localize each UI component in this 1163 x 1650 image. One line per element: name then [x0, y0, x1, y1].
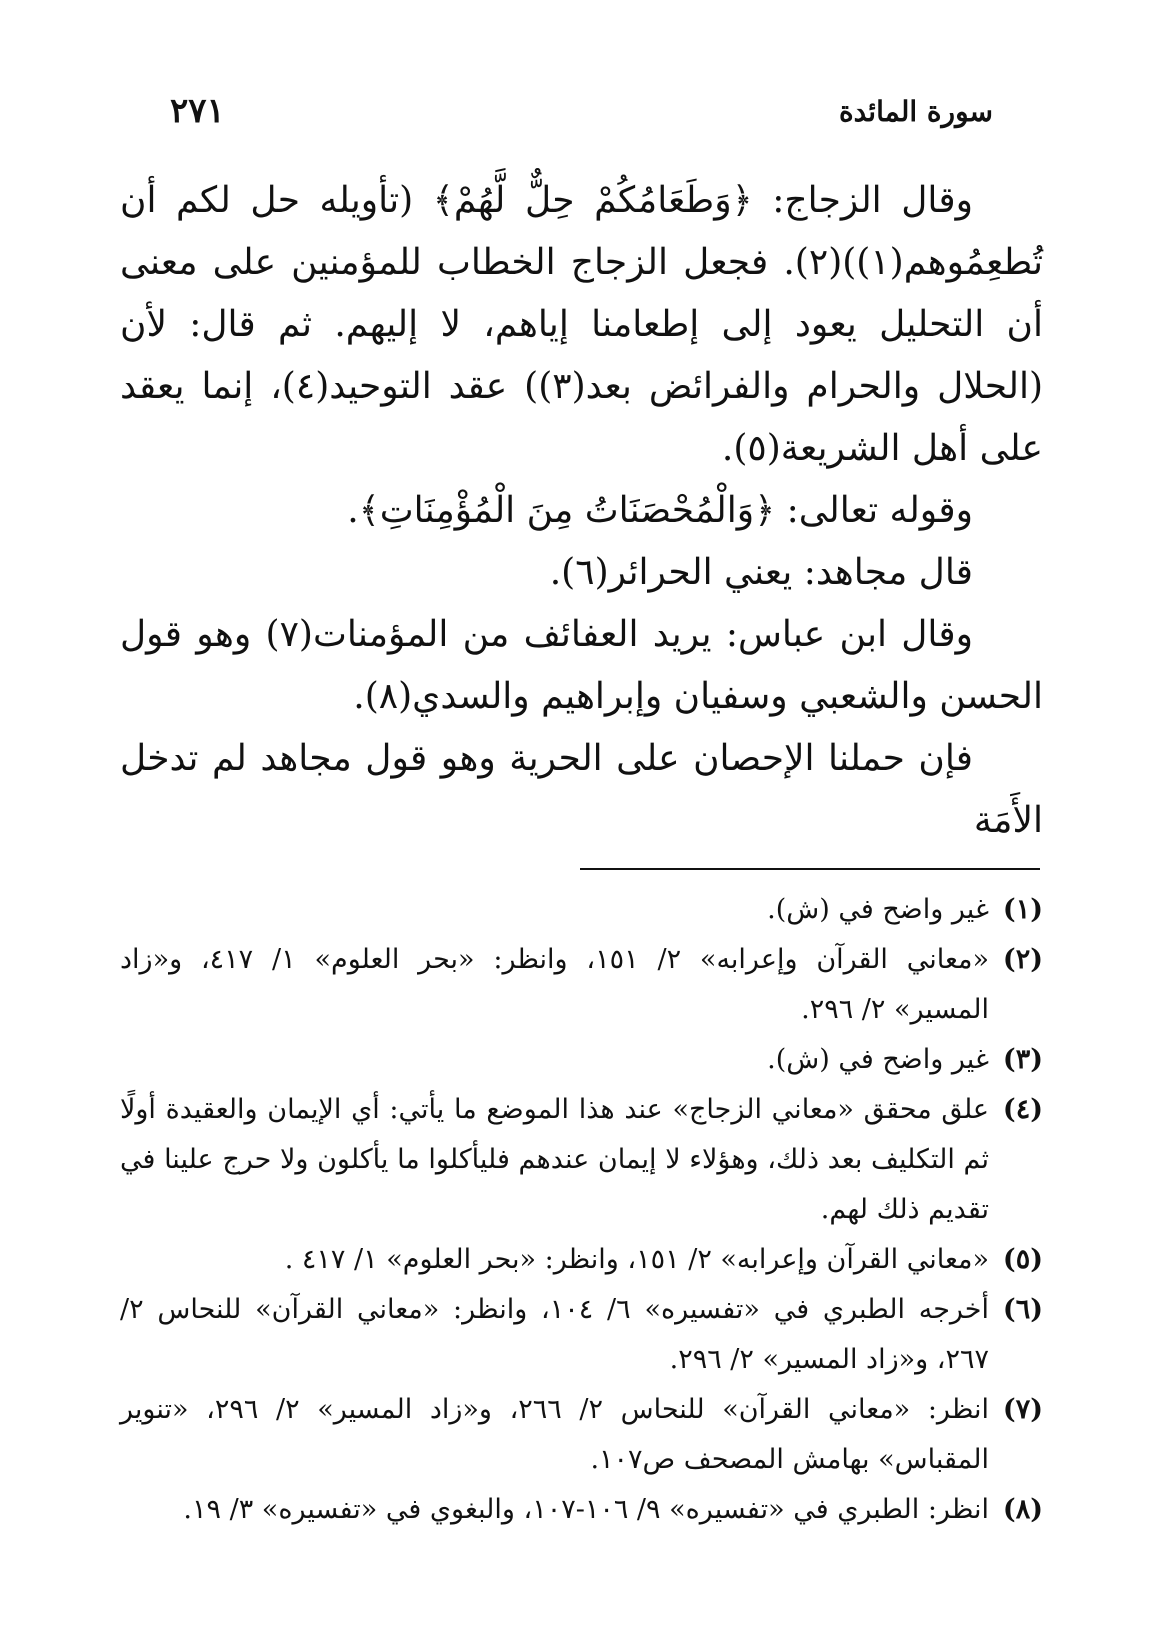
footnote-number: (١)	[1002, 894, 1043, 925]
footnote-number: (٤)	[1002, 1094, 1043, 1125]
page-number: ٢٧١	[170, 91, 225, 131]
paragraph-verse: وقوله تعالى: ﴿وَالْمُحْصَنَاتُ مِنَ الْمُؤْمِنَاتِ﴾.	[347, 490, 973, 531]
footnote-text: انظر: الطبري في «تفسيره» ٩/ ١٠٦-١٠٧، والبغوي في «تفسيره» ٣/ ١٩.	[183, 1494, 989, 1525]
footnote-number: (٢)	[1002, 944, 1043, 975]
footnote-number: (٦)	[1002, 1294, 1043, 1325]
footnotes	[120, 885, 1043, 1535]
paragraph-zajjaj: وقال الزجاج: ﴿وَطَعَامُكُمْ حِلٌّ لَّهُمْ﴾ (تأويله حل لكم أن تُطعِمُوهم(١))(٢). فجعل الزجاج الخطاب للمؤمنين على معنى أن التحليل يعود إلى إطعامنا إياهم، لا إليهم. ثم قال: لأن (الحلال والحرام والفرائض بعد(٣)) عقد التوحيد(٤)، إنما يعقد على أهل الشريعة(٥).	[120, 180, 1043, 469]
footnote-text: غير واضح في (ش).	[767, 1044, 989, 1075]
footnote-number: (٨)	[1002, 1494, 1043, 1525]
footnote	[120, 1085, 1043, 1235]
footnote-number: (٣)	[1002, 1044, 1043, 1075]
footnote-text: «معاني القرآن وإعرابه» ٢/ ١٥١، وانظر: «بحر العلوم» ١/ ٤١٧ .	[284, 1244, 989, 1275]
footnote	[120, 885, 1043, 935]
paragraph-ihsan: فإن حملنا الإحصان على الحرية وهو قول مجاهد لم تدخل الأَمَة	[120, 738, 1043, 841]
footnote	[120, 1035, 1043, 1085]
running-title: سورة المائدة	[838, 94, 993, 128]
footnote	[120, 1385, 1043, 1485]
paragraph-ibn-abbas: وقال ابن عباس: يريد العفائف من المؤمنات(٧) وهو قول الحسن والشعبي وسفيان وإبراهيم والسدي(٨).	[120, 614, 1043, 717]
footnote	[120, 935, 1043, 1035]
footnote	[120, 1285, 1043, 1385]
footnote-number: (٧)	[1002, 1394, 1043, 1425]
footnote-separator	[580, 868, 1040, 870]
footnote	[120, 1485, 1043, 1535]
footnote-text: علق محقق «معاني الزجاج» عند هذا الموضع ما يأتي: أي الإيمان والعقيدة أولًا ثم التكليف بعد ذلك، وهؤلاء لا إيمان عندهم فليأكلوا ما يأكلون ولا حرج علينا في تقديم ذلك لهم.	[120, 1094, 989, 1225]
paragraph-mujahid: قال مجاهد: يعني الحرائر(٦).	[549, 552, 973, 593]
main-text	[120, 170, 1043, 852]
footnote-number: (٥)	[1002, 1244, 1043, 1275]
footnote-text: أخرجه الطبري في «تفسيره» ٦/ ١٠٤، وانظر: «معاني القرآن» للنحاس ٢/ ٢٦٧، و«زاد المسير» ٢/ ٢٩٦.	[120, 1294, 989, 1375]
page-header	[170, 86, 993, 136]
footnote-text: انظر: «معاني القرآن» للنحاس ٢/ ٢٦٦، و«زاد المسير» ٢/ ٢٩٦، «تنوير المقباس» بهامش المصحف ص١٠٧.	[120, 1394, 989, 1475]
footnote-text: «معاني القرآن وإعرابه» ٢/ ١٥١، وانظر: «بحر العلوم» ١/ ٤١٧، و«زاد المسير» ٢/ ٢٩٦.	[120, 944, 990, 1025]
footnote-text: غير واضح في (ش).	[767, 894, 989, 925]
footnote	[120, 1235, 1043, 1285]
